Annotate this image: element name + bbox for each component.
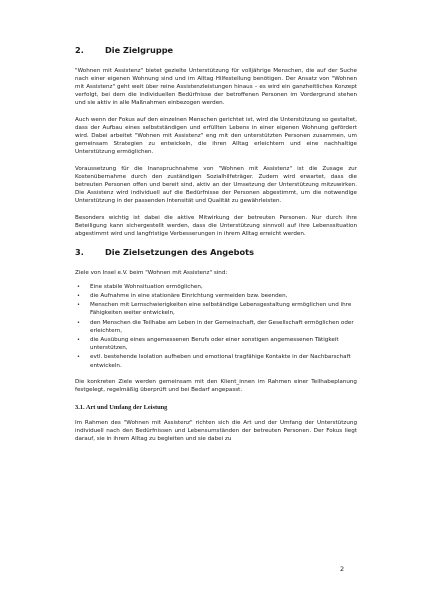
list-item: • den Menschen die Teilhabe am Leben in der Gemeinschaft, der Gesellschaft ermöglichen oder erleichtern,: [77, 319, 354, 334]
bullet-icon: •: [77, 354, 80, 361]
page-content: [75, 45, 357, 452]
bullet-icon: •: [77, 302, 80, 309]
paragraph: Voraussetzung für die Inanspruchnahme von "Wohnen mit Assistenz" ist die Zusage zur Kostenübernahme durch den zuständigen Sozialhilfeträger. Zudem wird erwartet, dass die betreuten Personen offen und bereit sind, aktiv an der Umsetzung der Unterstützung mitzuwirken. Die Assistenz wird individuell auf die Bedürfnisse der Personen abgestimmt, um die notwendige Unterstützung in der passenden Intensität und Qualität zu gewährleisten.: [75, 165, 357, 205]
page-number: 2: [340, 565, 345, 573]
section-heading-zielgruppe: [75, 45, 357, 56]
list-item: • Menschen mit Lernschwierigkeiten eine selbständige Lebensgestaltung ermöglichen und ihre Fähigkeiten weiter entwickeln,: [77, 302, 352, 317]
bullet-icon: •: [77, 283, 80, 290]
list-item: • die Aufnahme in eine stationäre Einrichtung vermeiden bzw. beenden,: [77, 293, 288, 300]
list-item: • Eine stabile Wohnsituation ermöglichen,: [77, 283, 203, 290]
paragraph: Im Rahmen des "Wohnen mit Assistenz" richten sich die Art und der Umfang der Unterstützung individuell nach den Bedürfnissen und Lebensumständen der betreuten Personen. Der Fokus liegt darauf, sie in ihrem Alltag zu begleiten und sie dabei zu: [75, 419, 357, 443]
section-heading-zielsetzungen: [75, 247, 357, 258]
goals-list: [75, 283, 357, 370]
paragraph: "Wohnen mit Assistenz" bietet gezielte Unterstützung für volljährige Menschen, die auf der Suche nach einer eigenen Wohnung sind und im Alltag Hilfestellung benötigen. Der Ansatz von "Wohnen mit Assistenz" geht weit über reine Assistenzleistungen hinaus – es wird ein ganzheitliches Konzept verfolgt, bei dem die individuellen Bedürfnisse der betroffenen Personen im Vordergrund stehen und sie aktiv in alle Maßnahmen einbezogen werden.: [75, 68, 357, 107]
paragraph: Besonders wichtig ist dabei die aktive Mitwirkung der betreuten Personen. Nur durch ihre Beteiligung kann sichergestellt werden, dass die Unterstützung sinnvoll auf ihre Lebenssituation abgestimmt wird und langfristige Verbesserungen in ihrem Alltag erreicht werden.: [75, 214, 357, 238]
list-item: • die Ausübung eines angemessenen Berufs oder einer sonstigen angemessenen Tätigkeit unterstützen,: [77, 337, 339, 352]
list-item: • evtl. bestehende Isolation aufheben und emotional tragfähige Kontakte in der Nachbarschaft entwickeln.: [77, 354, 351, 369]
list-intro: Ziele von Insel e.V. beim "Wohnen mit Assistenz" sind:: [75, 269, 228, 276]
section-title: Die Zielsetzungen des Angebots: [105, 246, 254, 257]
subsection-heading: 3.1. Art und Umfang der Leistung: [75, 403, 168, 411]
section-number: 2.: [75, 45, 84, 55]
bullet-icon: •: [77, 293, 80, 300]
paragraph: Auch wenn der Fokus auf den einzelnen Menschen gerichtet ist, wird die Unterstützung so gestaltet, dass der Aufbau eines selbstständigen und erfüllten Lebens in einer eigenen Wohnung gefördert wird. Dabei arbeitet "Wohnen mit Assistenz" eng mit den unterstützten Personen zusammen, um gemeinsam Strategien zu entwickeln, die ihren Alltag erleichtern und eine nachhaltige Unterstützung ermöglichen.: [75, 116, 357, 156]
bullet-icon: •: [77, 319, 80, 326]
bullet-icon: •: [77, 337, 80, 344]
section-number: 3.: [75, 246, 84, 257]
section-title: Die Zielgruppe: [105, 45, 174, 55]
paragraph: Die konkreten Ziele werden gemeinsam mit den Klient_innen im Rahmen einer Teilhabeplanung festgelegt, regelmäßig überprüft und bei Bedarf angepasst.: [75, 379, 357, 394]
